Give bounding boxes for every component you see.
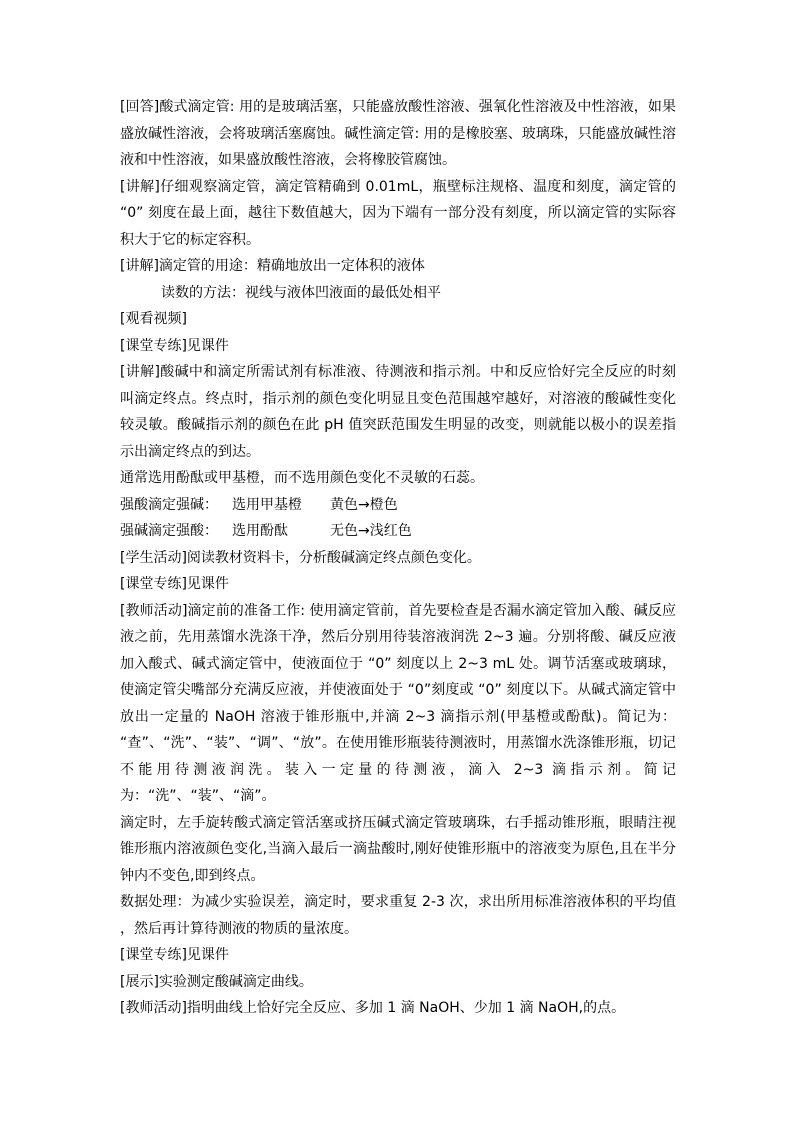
indicator-name: 选用甲基橙 xyxy=(232,496,302,513)
data-processing: 数据处理：为减少实验误差，滴定时，要求重复 2-3 次，求出所用标准溶液体积的平均值 ，然后再计算待测液的物质的量浓度。 xyxy=(120,894,676,937)
student-activity: [学生活动]阅读教材资料卡，分析酸碱滴定终点颜色变化。 xyxy=(120,549,481,566)
class-exercise-1: [课堂专练]见课件 xyxy=(120,337,229,354)
document-page xyxy=(120,94,676,1022)
class-exercise-2: [课堂专练]见课件 xyxy=(120,576,229,592)
watch-video: [观看视频] xyxy=(120,311,187,327)
titration-type: 强酸滴定强碱： xyxy=(120,496,218,513)
explanation-reagents: [讲解]酸碱中和滴定所需试剂有标准液、待测液和指示剂。中和反应恰好完全反应的时刻叫滴定终点。终点时，指示剂的颜色变化明显且变色范围越窄越好，对溶液的酸碱性变化较灵敏。酸碱指示剂的颜色在此 pH 值突跃范围发生明显的改变，则就能以极小的误差指示出滴定终点的到达。 xyxy=(120,364,676,460)
indicator-row-strong-acid xyxy=(120,492,676,519)
teacher-activity-preparation: [教师活动]滴定前的准备工作: 使用滴定管前，首先要检查是否漏水滴定管加入酸、碱反应液之前，先用蒸馏水洗涤干净，然后分别用待装溶液润洗 2~3 遍。分别将酸、碱反应液加入酸式、碱式滴定管中，使液面位于 “0” 刻度以上 2~3 mL 处。调节活塞或玻璃球，使滴定管尖嘴部分充满反应液，并使液面处于 “0”刻度或 “0” 刻度以下。从碱式滴定管中放出一定量的 NaOH 溶液于锥形瓶中,并滴 2~3 滴指示剂(甲基橙或酚酞)。简记为： “查”、“洗”、“装”、“调”、“放”。在使用锥形瓶装待测液时，用蒸馏水洗涤锥形瓶，切记不能用待测液润洗。装入一定量的待测液，滴入 2~3 滴指示剂。简记为：“洗”、“装”、“滴”。 xyxy=(120,602,676,804)
color-change: 黄色→橙色 xyxy=(330,496,398,513)
indicator-choice: 通常选用酚酞或甲基橙，而不选用颜色变化不灵敏的石蕊。 xyxy=(120,470,484,486)
color-change: 无色→浅红色 xyxy=(330,523,412,539)
titration-procedure: 滴定时，左手旋转酸式滴定管活塞或挤压碱式滴定管玻璃珠，右手摇动锥形瓶，眼睛注视锥形瓶内溶液颜色变化,当滴入最后一滴盐酸时,刚好使锥形瓶中的溶液变为原色,且在半分钟内不变色,即到终点。 xyxy=(120,814,676,884)
class-exercise-3: [课堂专练]见课件 xyxy=(120,947,229,963)
demonstration: [展示]实验测定酸碱滴定曲线。 xyxy=(120,973,313,990)
indicator-row-strong-base xyxy=(120,518,676,545)
explanation-burette-scale: [讲解]仔细观察滴定管，滴定管精确到 0.01mL，瓶壁标注规格、温度和刻度，滴定管的 “0” 刻度在最上面，越往下数值越大，因为下端有一部分没有刻度，所以滴定管的实际容积大于它的标定容积。 xyxy=(120,178,676,248)
reading-method: 读数的方法：视线与液体凹液面的最低处相平 xyxy=(161,284,441,301)
teacher-activity-curve: [教师活动]指明曲线上恰好完全反应、多加 1 滴 NaOH、少加 1 滴 NaOH,的点。 xyxy=(120,1000,626,1016)
indicator-name: 选用酚酞 xyxy=(232,523,288,539)
explanation-burette-use: [讲解]滴定管的用途：精确地放出一定体积的液体 xyxy=(120,258,425,274)
titration-type: 强碱滴定强酸： xyxy=(120,523,218,539)
answer-burette-types: [回答]酸式滴定管: 用的是玻璃活塞，只能盛放酸性溶液、强氧化性溶液及中性溶液，如果盛放碱性溶液，会将玻璃活塞腐蚀。碱性滴定管: 用的是橡胶塞、玻璃珠，只能盛放碱性溶液和中性溶液，如果盛放酸性溶液，会将橡胶管腐蚀。 xyxy=(120,99,676,168)
